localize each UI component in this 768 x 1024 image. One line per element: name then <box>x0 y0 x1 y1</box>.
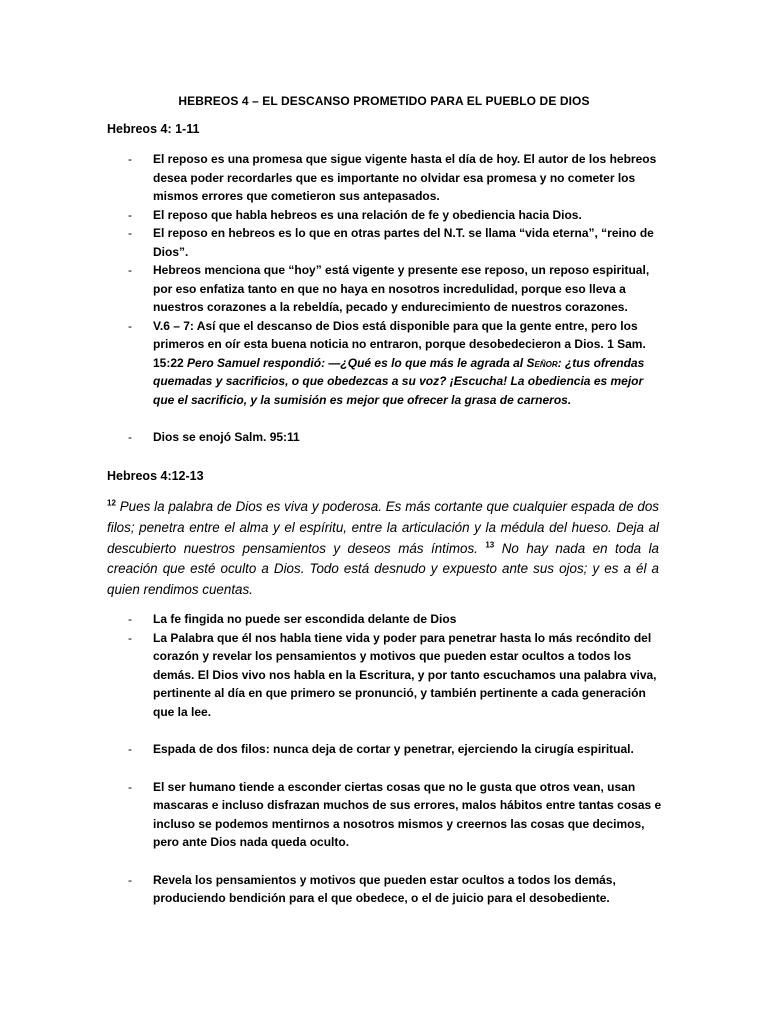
bullet-dash: - <box>128 742 132 756</box>
section-heading-2: Hebreos 4:12-13 <box>107 469 204 483</box>
bullet-dash: - <box>128 612 132 626</box>
bullet-dash: - <box>128 630 132 645</box>
bible-reference: 1 Sam. 15:22 <box>153 337 646 370</box>
bullet-dash: - <box>128 430 132 444</box>
list-item-text: La fe fingida no puede ser escondida delante de Dios <box>153 612 457 626</box>
list-item-text: Revela los pensamientos y motivos que pueden estar ocultos a todos los demás, produciendo bendición para el que obedece, o el de juicio para el desobediente. <box>153 872 616 905</box>
section-2-list <box>107 610 667 908</box>
list-item-text: El reposo que habla hebreos es una relación de fe y obediencia hacia Dios. <box>153 207 582 222</box>
verse-rest: , pero los primeros en oír esta buena noticia no entraron, porque desobedecieron a Dios. <box>153 318 638 351</box>
verse-list-item <box>107 317 667 410</box>
section-1-list <box>107 150 667 447</box>
list-item-text: Hebreos menciona que “hoy” está vigente y presente ese reposo, un reposo espiritual, por eso enfatiza tanto en que no haya en nosotros incredulidad, porque eso lleva a nuestros corazones a la rebeldía, pecado y endurecimiento de nuestros corazones. <box>153 263 650 314</box>
scripture-paragraph <box>107 497 659 601</box>
quote-text-a: Pero Samuel respondió: —¿Qué es lo que más le agrada al <box>183 355 527 370</box>
list-item <box>107 610 667 629</box>
document-title: HEBREOS 4 – EL DESCANSO PROMETIDO PARA EL PUEBLO DE DIOS <box>178 94 590 108</box>
bullet-dash: - <box>128 152 132 166</box>
bullet-dash: - <box>128 263 132 277</box>
list-item <box>107 778 667 852</box>
list-item <box>107 871 667 908</box>
list-item <box>107 150 667 206</box>
section-heading-1: Hebreos 4: 1-11 <box>107 122 200 136</box>
verse-bold-phrase: disponible para que la gente entre <box>389 318 585 333</box>
list-item <box>107 428 667 447</box>
list-item <box>107 206 667 225</box>
verse-number: 12 <box>107 498 116 508</box>
bullet-dash: - <box>128 207 132 222</box>
bullet-dash: - <box>128 779 132 794</box>
list-item <box>107 224 667 261</box>
list-item-text: El reposo en hebreos es lo que en otras partes del N.T. se llama “vida eterna”, “reino de Dios”. <box>153 226 654 259</box>
verse-12-text: Pues la palabra de Dios es viva y poderosa. Es más cortante que cualquier espada de dos filos; penetra entre el alma y el espíritu, entre la articulación y la médula del hueso. Deja al descubierto nuestros pensamientos y deseos más íntimos. <box>107 499 659 556</box>
list-item-text: El reposo es una promesa que sigue vigente hasta el día de hoy. El autor de los hebreos desea poder recordarles que es importante no olvidar esa promesa y no cometer los mismos errores que cometieron sus antepasados. <box>153 152 657 203</box>
list-item <box>107 629 667 722</box>
list-item-text: La Palabra que él nos habla tiene vida y poder para penetrar hasta lo más recóndito del corazón y revelar los pensamientos y motivos que pueden estar ocultos a todos los demás. El Dios vivo nos habla en la Escritura, y por tanto escuchamos una palabra viva, pertinente al día en que primero se pronunció, y también pertinente a cada generación que la lee. <box>153 630 657 719</box>
verse-prefix: V.6 – 7: Así que el descanso de Dios está <box>153 318 390 333</box>
lord-small-caps: Señor <box>526 355 558 370</box>
quote-text-b: : ¿tus ofrendas quemadas y sacrificios, o que obedezcas a su voz? ¡Escucha! La obediencia es mejor que el sacrificio, y la sumisión es mejor que ofrecer la grasa de carneros. <box>153 355 645 407</box>
list-item-text: Espada de dos filos: nunca deja de cortar y penetrar, ejerciendo la cirugía espiritual. <box>153 742 634 756</box>
bullet-dash: - <box>128 872 132 887</box>
verse-13-text: No hay nada en toda la creación que esté oculto a Dios. Todo está desnudo y expuesto ante sus ojos; y es a él a quien rendimos cuentas. <box>107 540 659 598</box>
bullet-dash: - <box>128 226 132 240</box>
list-item <box>107 740 667 759</box>
list-item-text: Dios se enojó Salm. 95:11 <box>153 430 300 444</box>
list-item-text: El ser humano tiende a esconder ciertas cosas que no le gusta que otros vean, usan mascaras e incluso disfrazan muchos de sus errores, malos hábitos entre tantas cosas e incluso se podemos mentirnos a nosotros mismos y creernos las cosas que decimos, pero ante Dios nada queda oculto. <box>153 779 662 849</box>
verse-number: 13 <box>485 540 495 550</box>
list-item <box>107 261 667 317</box>
bullet-dash: - <box>128 318 132 333</box>
